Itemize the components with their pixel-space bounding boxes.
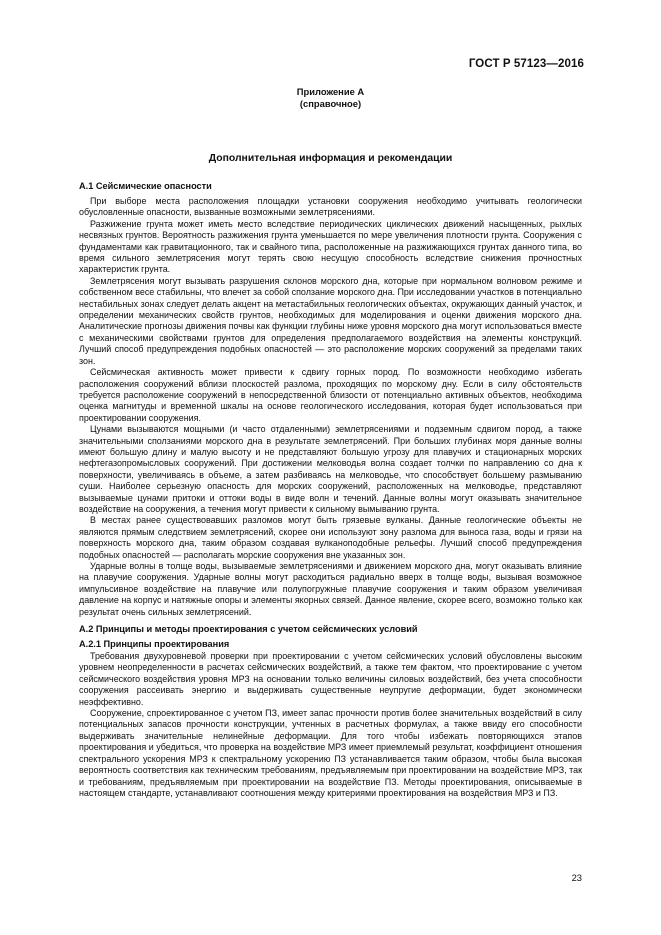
paragraph: При выборе места расположения площадки установки сооружения необходимо учитывать геологически обусловленные опасности, вызванные возможными землетрясениями. [79,196,582,218]
section-title: Дополнительная информация и рекомендации [208,153,453,164]
document-body [79,180,582,799]
paragraph: Сооружение, спроектированное с учетом ПЗ, имеет запас прочности против более значительных воздействий в силу потенциальных запасов прочности конструкции, учтенных в расчетных формулах, а также ввиду его способности выдерживать значительные нелинейные деформации. Для того чтобы избежать повторяющихся этапов проектирования и убедиться, что проверка на воздействие МРЗ имеет приемлемый результат, коэффициент отношения спектрального ускорения МРЗ к спектральному ускорению ПЗ устанавливается таким образом, чтобы была высокая вероятность соответствия как техническим требованиям, предъявляемым при проектировании на воздействие МРЗ, так и требованиям, предъявляемым при проектировании на воздействие ПЗ. Методы проектирования, описываемые в настоящем стандарте, устанавливают соотношения между критериями проектирования на воздействия МРЗ и ПЗ. [79,708,582,798]
paragraph: Разжижение грунта может иметь место вследствие периодических циклических движений насыщенных, рыхлых несвязных грунтов. Вероятность разжижения грунта уменьшается по мере увеличения плотности грунта. Сооружения с фундаментами как гравитационного, так и свайного типа, расположенные на разжижающихся грунтах данного типа, во время сильного землетрясения могут терять свою несущую способность вследствие снижения прочностных характеристик грунта. [79,218,582,275]
annex-subtitle: (справочное) [299,97,362,109]
document-id: ГОСТ Р 57123—2016 [468,58,584,70]
paragraph: Цунами вызываются мощными (и часто отдаленными) землетрясениями и подземным сдвигом пород, а также значительными сползаниями морского дна в результате землетрясений. При больших глубинах моря данные волны имеют большую длину и малую высоту и не представляют большую угрозу для плавучих и стационарных морских нефтегазопромысловых сооружений. При достижении мелководья волна создает толчки по направлению со дна к поверхности, увеличиваясь в объеме, а затем разбиваясь на мелководье, что способствует большему размыванию суши. Наиболее серьезную опасность для морских сооружений, расположенных на мелководье, представляют вызываемые цунами притоки и оттоки воды в виде волн и течений. Данные волны могут оказывать значительное воздействие на сооружения, а течения могут привести к сильному вымыванию грунта. [79,424,582,514]
paragraph: Ударные волны в толще воды, вызываемые землетрясениями и движением морского дна, могут оказывать влияние на плавучие сооружения. Ударные волны могут расходиться радиально вверх в толще воды, вызывая возможное импульсивное воздействие на плавучие или полупогружные плавучие сооружения и таким образом увеличивая давление на корпус и натяжные опоры и элементы якорных связей. Данное явление, скорее всего, возможно только как результат очень сильных землетрясений. [79,561,582,617]
heading-a1: А.1 Сейсмические опасности [79,181,212,191]
paragraph: В местах ранее существовавших разломов могут быть грязевые вулканы. Данные геологические объекты не являются прямым следствием землетрясений, скорее они используют зону разлома для выноса газа, воды и грязи на поверхность морского дна, таким образом создавая вулканоподобные рельефы. Лучший способ предупреждения подобных опасностей — располагать морские сооружения вне указанных зон. [79,515,582,560]
heading-a2: А.2 Принципы и методы проектирования с учетом сейсмических условий [79,624,418,635]
paragraph: Требования двухуровневой проверки при проектировании с учетом сейсмических условий обусловлены высоким уровнем неопределенности в расчетах сейсмических воздействий, а также тем фактом, что проектирование с учетом сейсмического воздействия уровня МРЗ на основании только величины силовых воздействий, без учета способности сооружения рассеивать энергию и выдерживать существенные неупругие деформации, будет экономически неэффективно. [79,651,582,707]
heading-a21: А.2.1 Принципы проектирования [79,639,230,650]
page-number: 23 [571,872,582,883]
annex-title: Приложение А [296,86,365,97]
paragraph: Землетрясения могут вызывать разрушения склонов морского дна, которые при нормальном волновом режиме и собственном весе стабильны, что влечет за собой сползание морского дна. При исследовании участков в потенциально нестабильных зонах следует делать акцент на метастабильных геологических объектах, окружающих данный участок, и определении механических свойств грунтов, необходимых для моделирования и оценки движения морского дна. Аналитические прогнозы движения почвы как функции глубины ниже уровня морского дна могут использоваться вместе с механическими свойствами грунтов для определения предполагаемого воздействия на элементы конструкций. Лучший способ предупреждения подобных опасностей — это расположение морских сооружений за пределами таких зон. [79,275,582,366]
annex-heading [0,86,661,109]
paragraph: Сейсмическая активность может привести к сдвигу горных пород. По возможности необходимо избегать расположения сооружений вблизи плоскостей разлома, проходящих по морскому дну. Если в силу обстоятельств требуется расположение сооружений в непосредственной близости от потенциально активных объектов, необходима оценка магнитуды и временной шкалы на основе геологического исследования, которая будет использоваться при проектировании сооружения. [79,367,582,423]
